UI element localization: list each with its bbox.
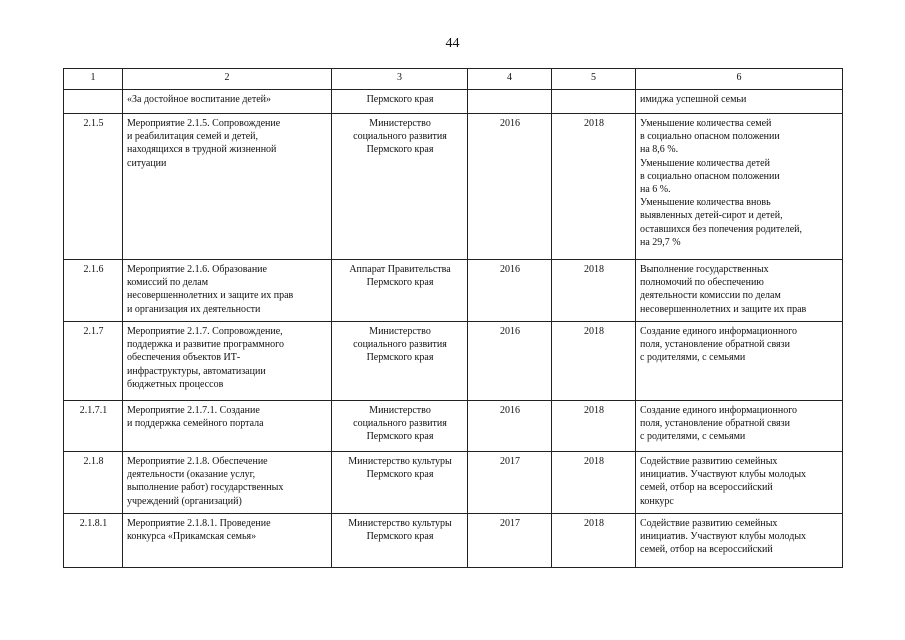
table-row (64, 114, 843, 260)
column-header: 5 (552, 69, 636, 90)
cell-executor (332, 452, 468, 514)
cell-end-year: 2018 (552, 322, 636, 401)
cell-number: 2.1.8.1 (64, 514, 123, 568)
cell-line: Создание единого информационного (640, 326, 798, 337)
cell-line: Министерство (369, 326, 431, 337)
cell-result (636, 260, 843, 322)
cell-start-year (468, 90, 552, 114)
cell-line: на 6 %. (640, 184, 671, 196)
cell-line: в социально опасном положении (640, 131, 780, 143)
table-row (64, 260, 843, 322)
cell-number: 2.1.5 (64, 114, 123, 260)
cell-executor (332, 514, 468, 568)
cell-line: деятельности (оказание услуг, (127, 469, 256, 481)
cell-start-year: 2016 (468, 322, 552, 401)
table-row (64, 401, 843, 452)
column-header: 4 (468, 69, 552, 90)
cell-number: 2.1.7.1 (64, 401, 123, 452)
cell-line: и реабилитация семей и детей, (127, 131, 259, 143)
cell-end-year: 2018 (552, 260, 636, 322)
cell-line: деятельности комиссии по делам (640, 290, 781, 302)
cell-event (123, 401, 332, 452)
cell-line: Уменьшение количества семей (640, 118, 772, 129)
cell-end-year: 2018 (552, 114, 636, 260)
cell-line: Министерство культуры (348, 456, 452, 467)
cell-start-year: 2016 (468, 114, 552, 260)
cell-line: Пермского края (366, 352, 434, 364)
cell-line: Пермского края (366, 94, 434, 105)
cell-line: и организация их деятельности (127, 303, 261, 315)
cell-line: Мероприятие 2.1.7.1. Создание (127, 405, 260, 416)
cell-event (123, 514, 332, 568)
cell-line: с родителями, с семьями (640, 431, 746, 443)
cell-result (636, 452, 843, 514)
column-header: 3 (332, 69, 468, 90)
program-table (63, 68, 843, 568)
cell-line: на 8,6 %. (640, 144, 679, 156)
cell-line: инициатив. Участвуют клубы молодых (640, 469, 807, 481)
cell-line: Пермского края (366, 431, 434, 443)
cell-line: Уменьшение количества детей (640, 157, 770, 169)
table-row (64, 322, 843, 401)
continuation-row (64, 90, 843, 114)
cell-line: бюджетных процессов (127, 378, 224, 390)
cell-executor (332, 90, 468, 114)
cell-line: комиссий по делам (127, 277, 209, 289)
cell-line: учреждений (организаций) (127, 495, 242, 507)
cell-line: конкурса «Прикамская семья» (127, 531, 257, 543)
cell-start-year: 2016 (468, 260, 552, 322)
cell-line: Мероприятие 2.1.8. Обеспечение (127, 456, 268, 467)
cell-line: семей, отбор на всероссийский (640, 544, 773, 556)
cell-line: семей, отбор на всероссийский (640, 482, 773, 494)
cell-line: с родителями, с семьями (640, 352, 746, 364)
cell-event (123, 90, 332, 114)
cell-number: 2.1.7 (64, 322, 123, 401)
cell-line: имиджа успешной семьи (640, 94, 747, 105)
cell-end-year: 2018 (552, 401, 636, 452)
cell-line: несовершеннолетних и защите их прав (640, 303, 807, 315)
cell-executor (332, 322, 468, 401)
cell-result (636, 514, 843, 568)
cell-start-year: 2017 (468, 452, 552, 514)
cell-end-year: 2018 (552, 452, 636, 514)
cell-result (636, 114, 843, 260)
cell-line: Выполнение государственных (640, 264, 769, 275)
cell-line: социального развития (353, 131, 447, 143)
cell-line: Содействие развитию семейных (640, 456, 778, 467)
cell-line: социального развития (353, 418, 447, 430)
cell-executor (332, 260, 468, 322)
cell-line: на 29,7 % (640, 236, 681, 248)
cell-event (123, 322, 332, 401)
cell-line: Создание единого информационного (640, 405, 798, 416)
cell-line: и поддержка семейного портала (127, 418, 264, 430)
cell-line: несовершеннолетних и защите их прав (127, 290, 294, 302)
cell-line: Министерство культуры (348, 518, 452, 529)
table-row (64, 514, 843, 568)
cell-end-year: 2018 (552, 514, 636, 568)
cell-line: конкурс (640, 495, 674, 507)
cell-line: социального развития (353, 339, 447, 351)
cell-number (64, 90, 123, 114)
cell-line: Министерство (369, 405, 431, 416)
cell-line: Министерство (369, 118, 431, 129)
cell-line: находящихся в трудной жизненной (127, 144, 277, 156)
cell-line: Мероприятие 2.1.6. Образование (127, 264, 267, 275)
cell-executor (332, 401, 468, 452)
cell-line: выявленных детей-сирот и детей, (640, 210, 783, 222)
cell-result (636, 322, 843, 401)
cell-end-year (552, 90, 636, 114)
cell-line: поля, установление обратной связи (640, 339, 790, 351)
table-row (64, 452, 843, 514)
cell-line: полномочий по обеспечению (640, 277, 764, 289)
cell-line: Уменьшение количества вновь (640, 197, 771, 209)
cell-line: инфраструктуры, автоматизации (127, 365, 266, 377)
cell-start-year: 2016 (468, 401, 552, 452)
cell-line: Мероприятие 2.1.8.1. Проведение (127, 518, 271, 529)
column-header: 6 (636, 69, 843, 90)
cell-line: ситуации (127, 157, 167, 169)
cell-line: Содействие развитию семейных (640, 518, 778, 529)
cell-event (123, 114, 332, 260)
cell-event (123, 260, 332, 322)
cell-line: Пермского края (366, 277, 434, 289)
cell-line: поддержка и развитие программного (127, 339, 284, 351)
table-header-row (64, 69, 843, 90)
cell-line: поля, установление обратной связи (640, 418, 790, 430)
cell-line: выполнение работ) государственных (127, 482, 284, 494)
cell-line: Мероприятие 2.1.5. Сопровождение (127, 118, 281, 129)
cell-line: оставшихся без попечения родителей, (640, 223, 803, 235)
cell-line: в социально опасном положении (640, 170, 780, 182)
cell-line: инициатив. Участвуют клубы молодых (640, 531, 807, 543)
cell-number: 2.1.8 (64, 452, 123, 514)
page-number: 44 (445, 36, 460, 51)
cell-start-year: 2017 (468, 514, 552, 568)
column-header: 1 (64, 69, 123, 90)
cell-number: 2.1.6 (64, 260, 123, 322)
cell-executor (332, 114, 468, 260)
cell-line: «За достойное воспитание детей» (127, 94, 272, 105)
column-header: 2 (123, 69, 332, 90)
cell-line: Пермского края (366, 531, 434, 543)
cell-line: Пермского края (366, 469, 434, 481)
cell-line: Пермского края (366, 144, 434, 156)
cell-line: Мероприятие 2.1.7. Сопровождение, (127, 326, 283, 337)
cell-event (123, 452, 332, 514)
cell-result (636, 401, 843, 452)
cell-line: Аппарат Правительства (349, 264, 451, 275)
cell-result (636, 90, 843, 114)
cell-line: обеспечения объектов ИТ- (127, 352, 241, 364)
